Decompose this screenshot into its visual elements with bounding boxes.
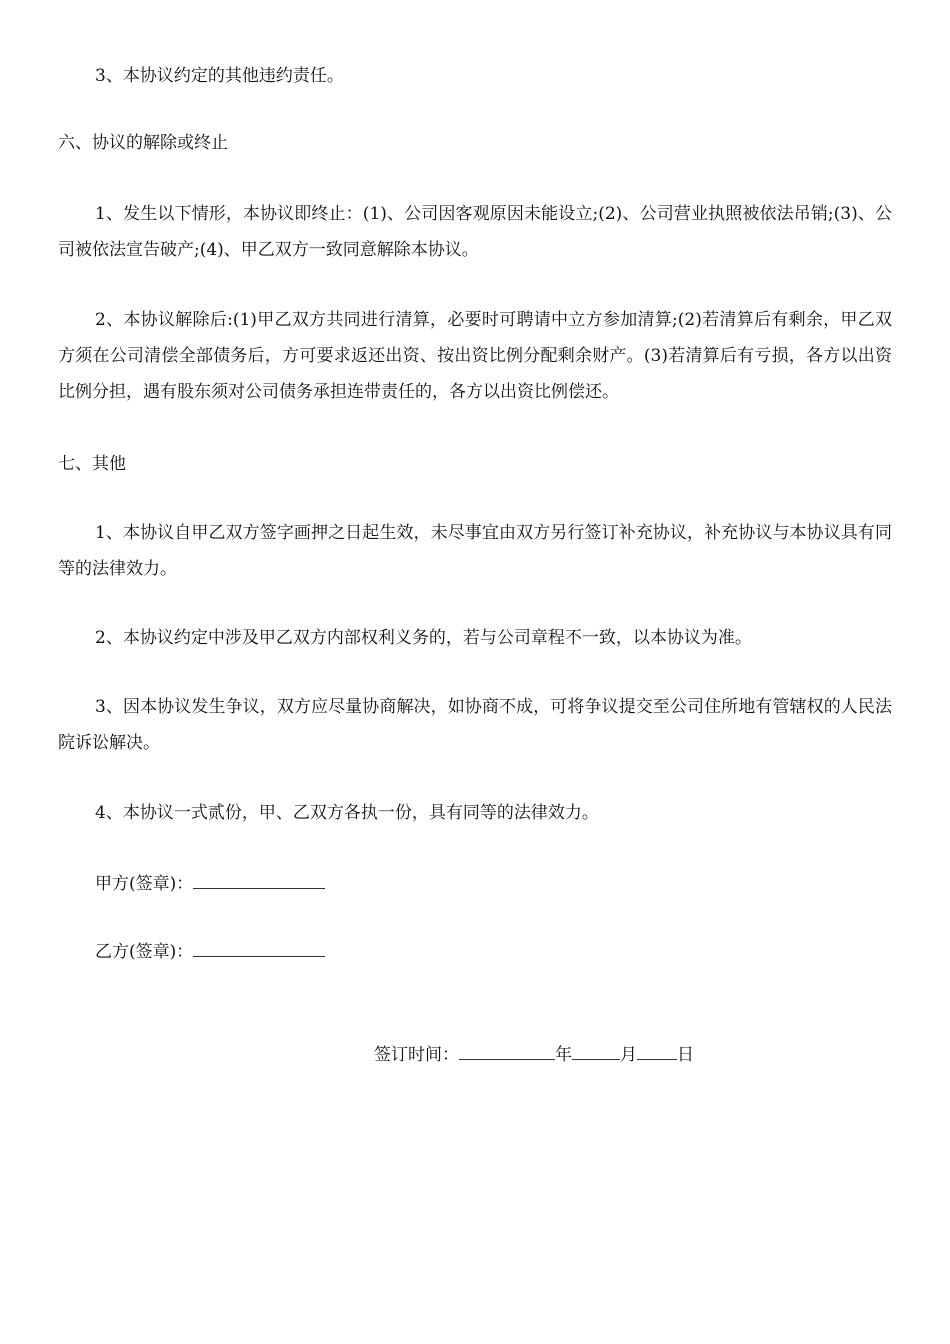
section-7-paragraph-3: 3、因本协议发生争议，双方应尽量协商解决，如协商不成，可将争议提交至公司住所地有管辖权的人民法院诉讼解决。 [58, 697, 892, 753]
section-7-paragraph-2: 2、本协议约定中涉及甲乙双方内部权利义务的，若与公司章程不一致，以本协议为准。 [95, 628, 752, 648]
section-7-paragraph-1: 1、本协议自甲乙双方签字画押之日起生效，未尽事宜由双方另行签订补充协议，补充协议与本协议具有同等的法律效力。 [58, 523, 892, 579]
liability-item-3: 3、本协议约定的其他违约责任。 [95, 66, 344, 86]
section-6-heading: 六、协议的解除或终止 [58, 133, 228, 153]
sign-time-label: 签订时间： [374, 1045, 459, 1065]
party-b-signature-line [95, 934, 892, 970]
section-6-paragraph-1: 1、发生以下情形，本协议即终止：(1)、公司因客观原因未能设立;(2)、公司营业执照被依法吊销;(3)、公司被依法宣告破产;(4)、甲乙双方一致同意解除本协议。 [58, 204, 892, 260]
day-label: 日 [677, 1045, 694, 1065]
month-label: 月 [620, 1045, 637, 1065]
section-6-paragraph-2: 2、本协议解除后:(1)甲乙双方共同进行清算，必要时可聘请中立方参加清算;(2)若清算后有剩余，甲乙双方须在公司清偿全部债务后，方可要求返还出资、按出资比例分配剩余财产。(3)若清算后有亏损，各方以出资比例分担，遇有股东须对公司债务承担连带责任的，各方以出资比例偿还。 [58, 310, 892, 402]
month-blank[interactable] [572, 1037, 620, 1060]
year-label: 年 [555, 1045, 572, 1065]
party-b-label: 乙方(签章)： [95, 942, 194, 962]
party-a-signature-line [95, 866, 892, 902]
section-7-paragraph-4: 4、本协议一式贰份，甲、乙双方各执一份，具有同等的法律效力。 [95, 803, 599, 823]
section-7-heading: 七、其他 [58, 454, 126, 474]
signing-date-line [374, 1037, 894, 1073]
year-blank[interactable] [459, 1037, 555, 1060]
party-b-signature-blank[interactable] [193, 934, 325, 957]
party-a-signature-blank[interactable] [193, 866, 325, 889]
party-a-label: 甲方(签章)： [95, 874, 194, 894]
day-blank[interactable] [637, 1037, 677, 1060]
